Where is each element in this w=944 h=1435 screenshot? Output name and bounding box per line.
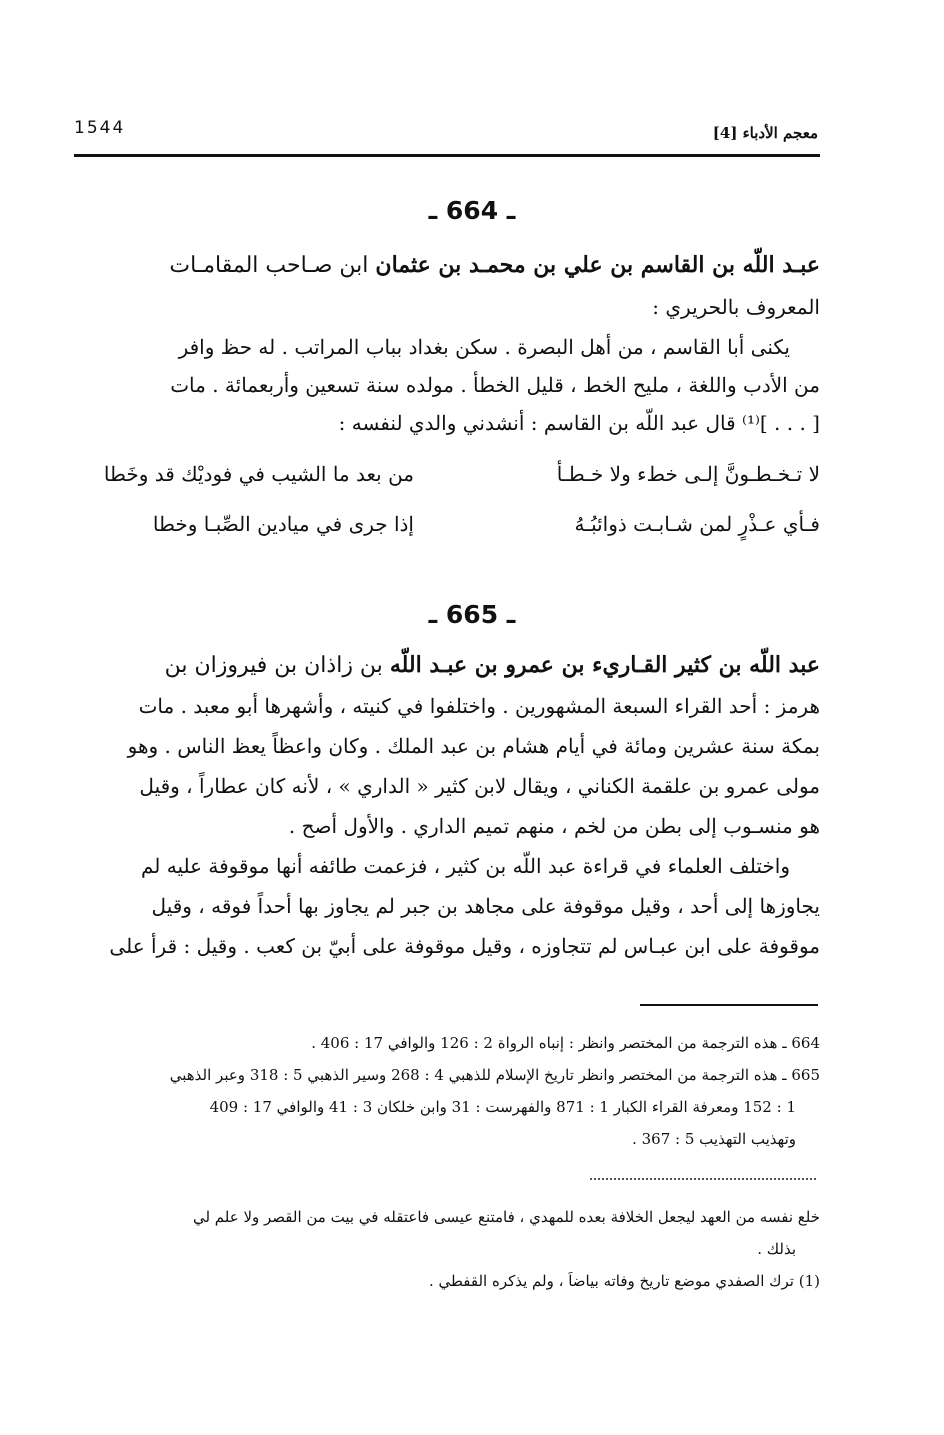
footnote-1: (1) ترك الصفدي موضع تاريخ وفاته بياضاً ، ولم يذكره القفطي . (428, 1272, 820, 1290)
entry-664-title-line (74, 244, 820, 286)
footnote-665-cont: وتهذيب التهذيب 5 : 367 . (632, 1130, 796, 1148)
body-line: واختلف العلماء في قراءة عبد اللّه بن كثير ، فزعمت طائفه أنها موقوفة عليه لم (140, 854, 790, 878)
entry-number-665: ـ 665 ـ (428, 600, 516, 629)
entry-664-subtitle: المعروف بالحريري : (652, 295, 820, 319)
entry-665-title-line (74, 644, 820, 686)
verse-second-hemistich: إذا جرى في ميادين الصِّبـا وخطا (152, 512, 414, 536)
entry-665-name: عبد اللّه بن كثير القـاريء بن عمرو بن عبـد اللّه (389, 652, 820, 678)
entry-664-body (74, 328, 820, 442)
entry-664-name: عبـد اللّه بن القاسم بن علي بن محمـد بن عثمان (375, 252, 820, 278)
header-rule (74, 154, 820, 157)
body-line: يجاوزها إلى أحد ، وقيل موقوفة على مجاهد بن جبر لم يجاوز بها أحداً فوقه ، وقيل (151, 894, 820, 918)
verse-second-hemistich: من بعد ما الشيب في فوديْك قد وخَطا (103, 462, 414, 486)
body-line: من الأدب واللغة ، مليح الخط ، قليل الخطأ . مولده سنة تسعين وأربعمائة . مات (170, 373, 820, 397)
entry-664-heading (74, 244, 820, 328)
verse-line (74, 462, 820, 502)
running-title: معجم الأدباء [4] (712, 124, 818, 142)
entry-665-name-rest: بن زاذان بن فيروزان بن (164, 653, 390, 678)
body-line: بمكة سنة عشرين ومائة في أيام هشام بن عبد الملك . وكان واعظاً يعظ الناس . وهو (127, 734, 820, 758)
body-line: هو منسـوب إلى بطن من لخم ، منهم تميم الداري . والأول أصح . (288, 814, 820, 838)
body-line: يكنى أبا القاسم ، من أهل البصرة . سكن بغداد بباب المراتب . له حظ وافر (178, 335, 790, 359)
carryover-note-cont: بذلك . (757, 1240, 796, 1258)
entry-665-body (74, 686, 820, 966)
verse-line (74, 512, 820, 552)
dotted-separator (590, 1178, 816, 1180)
body-line: موقوفة على ابن عبـاس لم تتجاوزه ، وقيل موقوفة على أبيّ بن كعب . وقيل : قرأ على (109, 934, 820, 958)
page-header (74, 118, 818, 154)
page-number: 1544 (74, 118, 126, 138)
entry-664-name-rest: ابن صـاحب المقامـات (169, 253, 376, 278)
footnote-665: 665 ـ هذه الترجمة من المختصر وانظر تاريخ الإسلام للذهبي 4 : 268 وسير الذهبي 5 : 318 وعبر الذهبي (169, 1066, 820, 1084)
carryover-note: خلع نفسه من العهد ليجعل الخلافة بعده للمهدي ، فامتنع عيسى فاعتقله في بيت من القصر ولا علم لي (192, 1208, 820, 1226)
body-line: [ . . . ]⁽¹⁾ قال عبد اللّه بن القاسم : أنشدني والدي لنفسه : (338, 411, 820, 435)
body-line: هرمز : أحد القراء السبعة المشهورين . واختلفوا في كنيته ، وأشهرها أبو معبد . مات (138, 694, 820, 718)
body-line: مولى عمرو بن علقمة الكناني ، ويقال لابن كثير « الداري » ، لأنه كان عطاراً ، وقيل (139, 774, 820, 798)
entry-number-664: ـ 664 ـ (428, 196, 516, 225)
entry-665-heading (74, 644, 820, 686)
footnote-rule (640, 1004, 818, 1006)
verse-first-hemistich: لا تـخـطـونَّ إلـى خطء ولا خـطـأ (556, 462, 820, 486)
verse-first-hemistich: فـأي عـذْرٍ لمن شـابـت ذوائبُـهُ (574, 512, 820, 536)
footnote-664: 664 ـ هذه الترجمة من المختصر وانظر : إنباه الرواة 2 : 126 والوافي 17 : 406 . (311, 1034, 820, 1052)
footnote-665-cont: 1 : 152 ومعرفة القراء الكبار 1 : 871 والفهرست : 31 وابن خلكان 3 : 41 والوافي 17 : 409 (209, 1098, 796, 1116)
